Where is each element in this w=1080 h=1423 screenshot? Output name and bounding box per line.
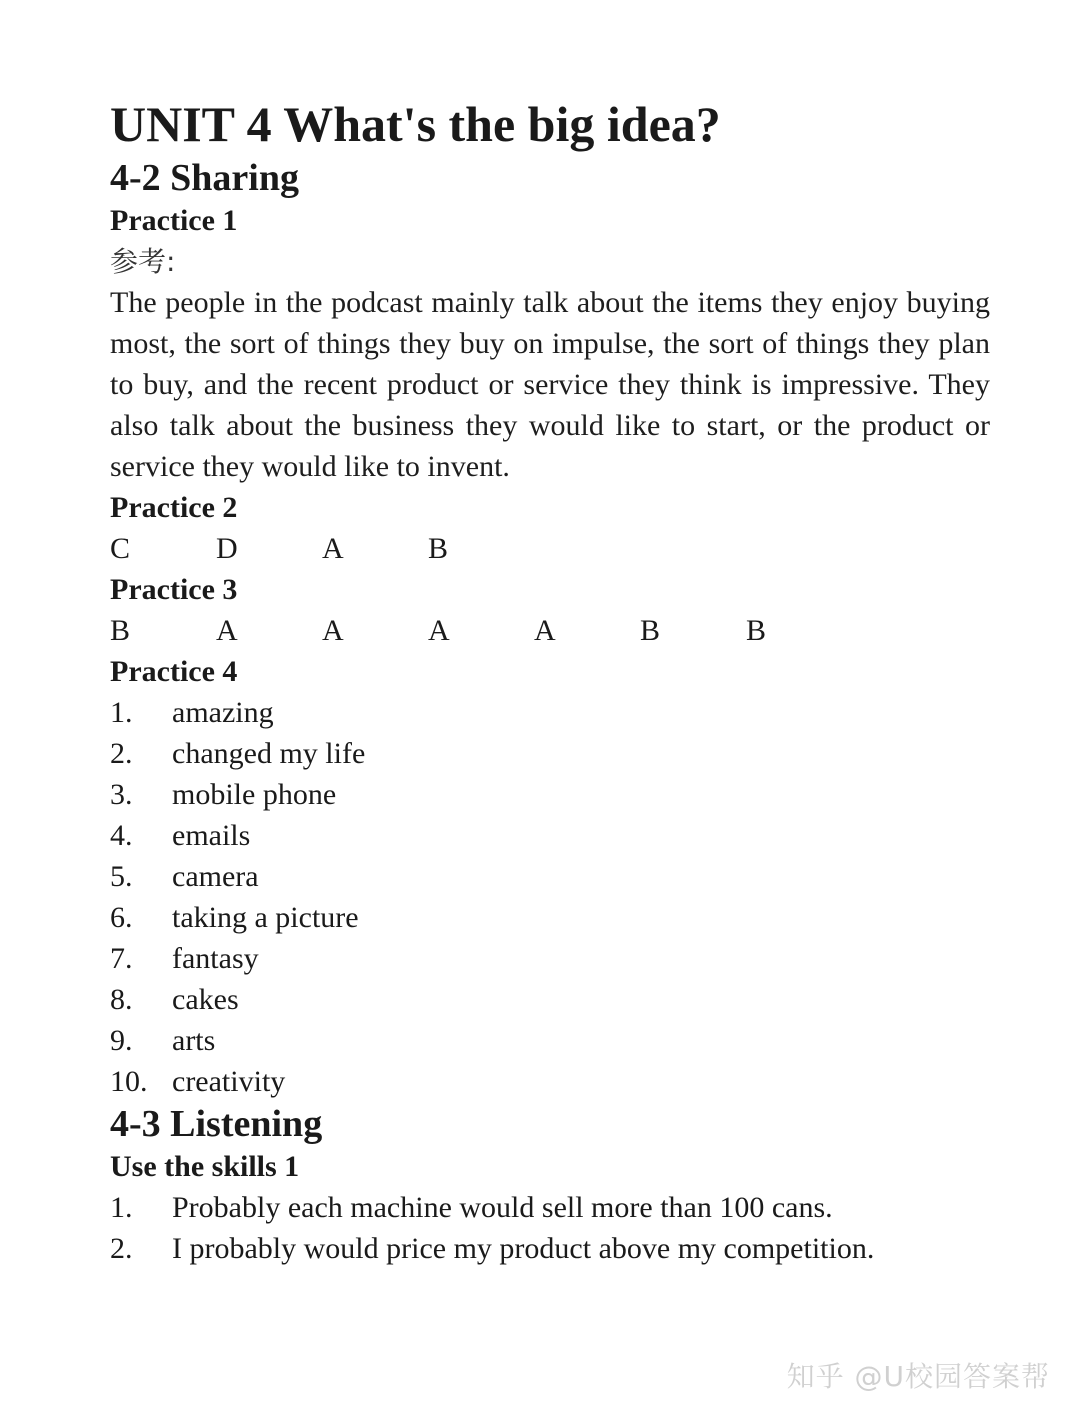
item-number: 2. [110, 1232, 133, 1265]
list-item [110, 897, 990, 938]
item-text: cakes [172, 983, 239, 1016]
list-item [110, 1228, 990, 1269]
answer-item: B [110, 614, 131, 647]
watermark-credit: 知乎 @U校园答案帮 [786, 1360, 1050, 1393]
document-page [110, 92, 990, 1269]
item-text: emails [172, 819, 251, 852]
item-text: mobile phone [172, 778, 337, 811]
item-text: fantasy [172, 942, 259, 975]
item-text: Probably each machine would sell more than 100 cans. [172, 1191, 833, 1224]
item-text: camera [172, 860, 259, 893]
practice-1-title: Practice 1 [110, 204, 238, 237]
practice-4-title: Practice 4 [110, 655, 238, 688]
answer-item: A [534, 614, 556, 647]
answer-item: B [746, 614, 767, 647]
practice-3-title: Practice 3 [110, 573, 238, 606]
section-title-sharing: 4-2 Sharing [110, 157, 299, 199]
answer-item: B [428, 532, 449, 565]
item-text: changed my life [172, 737, 366, 770]
practice-3-answers [110, 610, 990, 651]
reference-label: 参考: [110, 245, 176, 278]
item-number: 1. [110, 1191, 133, 1224]
list-item [110, 938, 990, 979]
item-text: creativity [172, 1065, 286, 1098]
list-item [110, 692, 990, 733]
item-text: taking a picture [172, 901, 359, 934]
item-text: arts [172, 1024, 216, 1057]
item-number: 8. [110, 983, 133, 1016]
answer-item: B [640, 614, 661, 647]
practice-2-answers [110, 528, 990, 569]
item-text: amazing [172, 696, 274, 729]
answer-item: A [322, 532, 344, 565]
list-item [110, 1187, 990, 1228]
item-text: I probably would price my product above my competition. [172, 1232, 875, 1265]
item-number: 9. [110, 1024, 133, 1057]
list-item [110, 733, 990, 774]
list-item [110, 815, 990, 856]
item-number: 7. [110, 942, 133, 975]
list-item [110, 979, 990, 1020]
section-title-listening: 4-3 Listening [110, 1103, 323, 1145]
answer-item: A [428, 614, 450, 647]
item-number: 4. [110, 819, 133, 852]
use-the-skills-1-title: Use the skills 1 [110, 1150, 300, 1183]
answer-item: A [216, 614, 238, 647]
list-item [110, 1061, 990, 1102]
answer-item: A [322, 614, 344, 647]
practice-2-title: Practice 2 [110, 491, 238, 524]
answer-item: D [216, 532, 238, 565]
use-the-skills-1-list [110, 1187, 990, 1269]
item-number: 3. [110, 778, 133, 811]
practice-4-list [110, 692, 990, 1102]
item-number: 10. [110, 1065, 148, 1098]
list-item [110, 1020, 990, 1061]
list-item [110, 774, 990, 815]
unit-title: UNIT 4 What's the big idea? [110, 96, 721, 152]
list-item [110, 856, 990, 897]
item-number: 1. [110, 696, 133, 729]
answer-item: C [110, 532, 131, 565]
item-number: 5. [110, 860, 133, 893]
item-number: 6. [110, 901, 133, 934]
item-number: 2. [110, 737, 133, 770]
practice-1-answer-text: The people in the podcast mainly talk about the items they enjoy buying most, the sort of things they buy on impulse, the sort of things they plan to buy, and the recent product or service they think is impressive. They also talk about the business they would like to start, or the product or service they would like to invent. [110, 286, 990, 483]
